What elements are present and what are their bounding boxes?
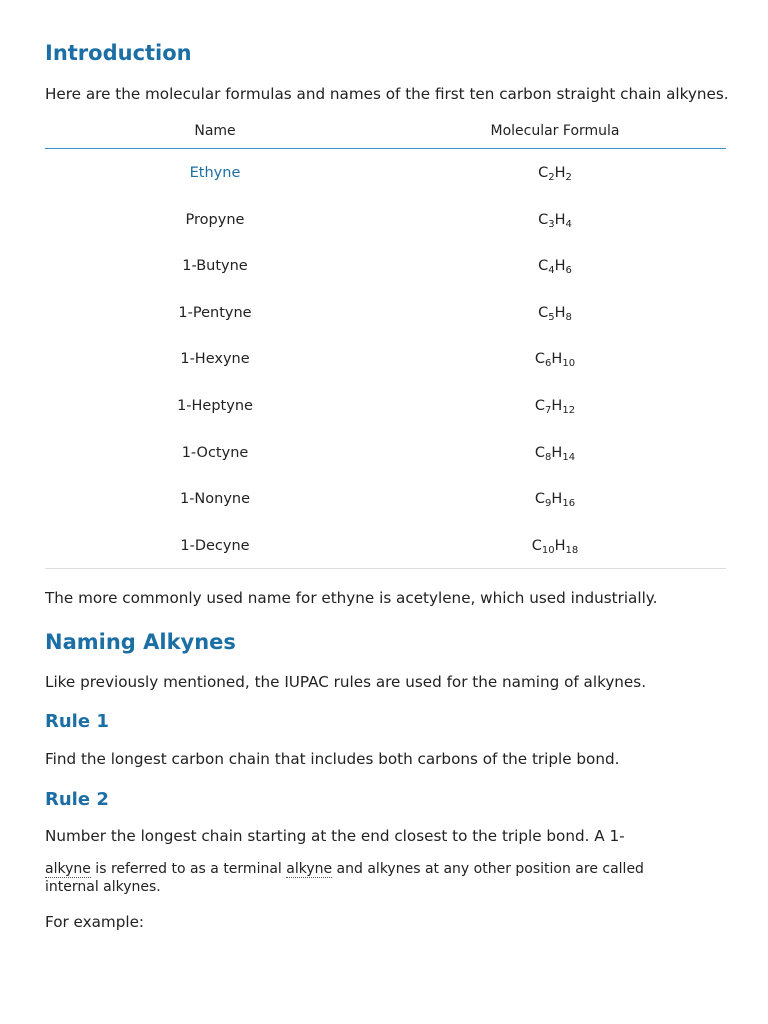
alkyne-term-link-2[interactable]: alkyne: [286, 861, 333, 877]
formula-carbon: C: [538, 304, 549, 321]
example-label: For example:: [45, 913, 145, 931]
table-body: [45, 149, 726, 568]
alkyne-name: Propyne: [185, 211, 245, 228]
alkyne-name: 1-Decyne: [180, 537, 250, 554]
formula-carbon: C: [534, 351, 546, 368]
formula-carbon: C: [538, 211, 549, 228]
molecular-formula: [535, 445, 575, 461]
hydrogen-count: 18: [565, 544, 579, 556]
formula-carbon: C: [538, 165, 549, 181]
rule-1-paragraph: Find the longest carbon chain that includes both carbons of the triple bond.: [45, 750, 620, 768]
intro-paragraph: Here are the molecular formulas and names of the first ten carbon straight chain alkynes.: [45, 85, 729, 103]
formula-hydrogen: H: [551, 444, 563, 461]
formula-carbon: C: [534, 397, 546, 414]
formula-carbon: C: [534, 491, 546, 508]
molecular-formula: [538, 305, 572, 321]
formula-hydrogen: H: [551, 397, 563, 414]
carbon-count: 6: [545, 358, 552, 370]
carbon-count: 8: [545, 451, 552, 463]
carbon-count: 10: [541, 544, 555, 556]
molecular-formula: [538, 212, 572, 228]
formula-hydrogen: H: [551, 491, 563, 508]
rule-1-heading: Rule 1: [45, 711, 109, 732]
formula-hydrogen: H: [554, 537, 566, 554]
acetylene-paragraph: The more commonly used name for ethyne is acetylene, which used industrially.: [45, 589, 658, 607]
alkyne-name: 1-Butyne: [182, 258, 248, 275]
header-name: Name: [194, 123, 236, 139]
rule-2-heading: Rule 2: [45, 789, 109, 810]
hydrogen-count: 2: [565, 172, 572, 183]
introduction-heading: Introduction: [45, 41, 192, 65]
alkyne-name: 1-Pentyne: [178, 304, 252, 321]
rule-2-tail: and alkynes at any other position are called internal alkynes.: [45, 861, 644, 895]
formula-hydrogen: H: [554, 304, 566, 321]
naming-paragraph: Like previously mentioned, the IUPAC rules are used for the naming of alkynes.: [45, 673, 647, 691]
formula-carbon: C: [538, 258, 549, 275]
table-row: [45, 149, 726, 196]
alkyne-name[interactable]: Ethyne: [189, 165, 241, 181]
hydrogen-count: 8: [565, 311, 572, 323]
table-bottom-rule: [45, 568, 726, 569]
table-row: [45, 522, 726, 569]
formula-carbon: C: [534, 444, 546, 461]
hydrogen-count: 4: [565, 218, 572, 230]
table-header: [45, 118, 726, 149]
hydrogen-count: 10: [562, 358, 576, 370]
table-row: [45, 242, 726, 289]
formula-hydrogen: H: [551, 351, 563, 368]
carbon-count: 2: [548, 172, 555, 183]
formula-hydrogen: H: [554, 211, 566, 228]
table-row: [45, 196, 726, 243]
molecular-formula: [538, 258, 572, 277]
table-row: [45, 289, 726, 336]
header-formula: Molecular Formula: [490, 123, 620, 139]
carbon-count: 3: [548, 218, 555, 230]
formula-carbon: C: [531, 537, 542, 554]
naming-alkynes-heading: Naming Alkynes: [45, 630, 236, 654]
alkyne-name: 1-Nonyne: [179, 491, 251, 508]
formula-hydrogen: H: [554, 258, 566, 275]
carbon-count: 4: [548, 265, 555, 277]
molecular-formula: [535, 398, 575, 414]
table-row: [45, 382, 726, 429]
molecular-formula: [538, 165, 572, 181]
hydrogen-count: 12: [562, 404, 576, 416]
rule-2-middle: is referred to as a terminal: [90, 861, 287, 877]
formula-hydrogen: H: [554, 165, 566, 181]
molecular-formula: [532, 538, 579, 554]
alkyne-name: 1-Hexyne: [180, 351, 250, 368]
carbon-count: 5: [548, 311, 555, 323]
alkyne-name: 1-Octyne: [181, 444, 249, 461]
rule-2-paragraph: Number the longest chain starting at the end closest to the triple bond. A 1-: [45, 827, 625, 845]
hydrogen-count: 16: [562, 498, 576, 510]
table-row: [45, 429, 726, 476]
hydrogen-count: 6: [565, 265, 572, 277]
molecular-formula: [534, 351, 576, 370]
alkynes-table: [45, 118, 726, 569]
rule-2-continuation: [45, 860, 645, 896]
molecular-formula: [534, 491, 576, 510]
hydrogen-count: 14: [562, 451, 576, 463]
carbon-count: 7: [545, 404, 552, 416]
table-row: [45, 335, 726, 382]
alkyne-name: 1-Heptyne: [177, 397, 253, 414]
table-row: [45, 475, 726, 522]
carbon-count: 9: [545, 498, 552, 510]
alkyne-term-link[interactable]: alkyne: [45, 861, 91, 877]
